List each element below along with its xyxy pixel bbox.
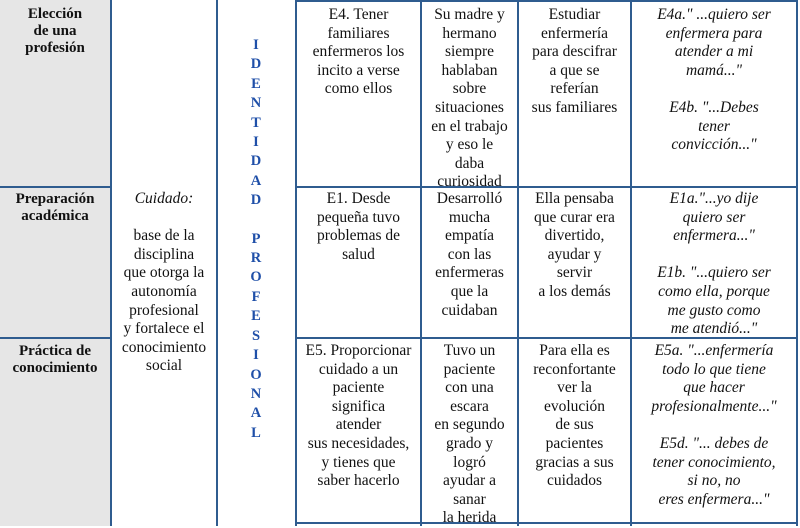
identity-letter: E bbox=[251, 75, 261, 92]
identity-letter: S bbox=[251, 327, 261, 344]
grid-line bbox=[295, 186, 798, 188]
identity-letter: D bbox=[250, 153, 262, 170]
identity-letter: R bbox=[250, 250, 262, 267]
identity-letter: O bbox=[250, 269, 262, 286]
quote-cell: E4a." ...quiero ser enfermera para atender a mi mamá..." E4b. "...Debes tener convicción..." bbox=[657, 6, 771, 154]
identity-letter: T bbox=[251, 114, 261, 131]
category-cell: Elección de una profesión bbox=[25, 6, 85, 56]
grid-line bbox=[295, 0, 798, 2]
subject-cell: E1. Desde pequeña tuvo problemas de salud bbox=[316, 190, 401, 263]
quote-cell: E1a."...yo dije quiero ser enfermera..." E1b. "...quiero ser como ella, porque me gusto como me atendió..." bbox=[657, 190, 771, 338]
grid-line bbox=[0, 186, 112, 188]
context-cell: Desarrolló mucha empatía con las enfermeras que la cuidaban bbox=[435, 190, 504, 319]
subject-cell: E5. Proporcionar cuidado a un paciente significa atender sus necesidades, y tienes que saber hacerlo bbox=[305, 342, 412, 490]
subject-cell: E4. Tener familiares enfermeros los incito a verse como ellos bbox=[312, 6, 405, 98]
identity-letter: N bbox=[250, 385, 262, 402]
identity-letter: L bbox=[251, 424, 261, 441]
grid-line bbox=[796, 0, 798, 526]
identity-letter: D bbox=[250, 56, 262, 73]
grid-line bbox=[295, 522, 798, 524]
grid-line bbox=[0, 337, 112, 339]
identity-letter: O bbox=[250, 366, 262, 383]
identity-letter: N bbox=[250, 95, 262, 112]
category-column-shading bbox=[0, 0, 110, 526]
meaning-cell: Ella pensaba que curar era divertido, ayudar y servir a los demás bbox=[534, 190, 615, 300]
identity-letter: D bbox=[250, 192, 262, 209]
identity-vertical-label bbox=[216, 36, 296, 443]
identity-letter: I bbox=[253, 134, 259, 151]
identity-letter: E bbox=[251, 308, 261, 325]
meaning-cell: Estudiar enfermería para descifrar a que se referían sus familiares bbox=[531, 6, 618, 116]
identity-letter: A bbox=[250, 405, 262, 422]
identity-letter: F bbox=[251, 288, 261, 305]
context-cell: Tuvo un paciente con una escara en segundo grado y logró ayudar a sanar la herida bbox=[434, 342, 505, 527]
concept-cell: Cuidado: base de la disciplina que otorga la autonomía profesional y fortalece el conocimiento social bbox=[121, 190, 207, 375]
category-cell: Preparación académica bbox=[15, 191, 95, 224]
context-cell: Su madre y hermano siempre hablaban sobre situaciones en el trabajo y eso le daba curiosidad bbox=[431, 6, 508, 191]
meaning-cell: Para ella es reconfortante ver la evolución de sus pacientes gracias a sus cuidados bbox=[533, 342, 616, 490]
identity-letter: I bbox=[253, 347, 259, 364]
category-cell: Práctica de conocimiento bbox=[12, 343, 98, 376]
identity-letter: P bbox=[251, 230, 261, 247]
quote-cell: E5a. "...enfermería todo lo que tiene que hacer profesionalmente..." E5d. "... debes de tener conocimiento, si no, no eres enfermera..." bbox=[651, 342, 777, 508]
identity-letter: I bbox=[253, 37, 259, 53]
identity-letter: A bbox=[250, 172, 262, 189]
